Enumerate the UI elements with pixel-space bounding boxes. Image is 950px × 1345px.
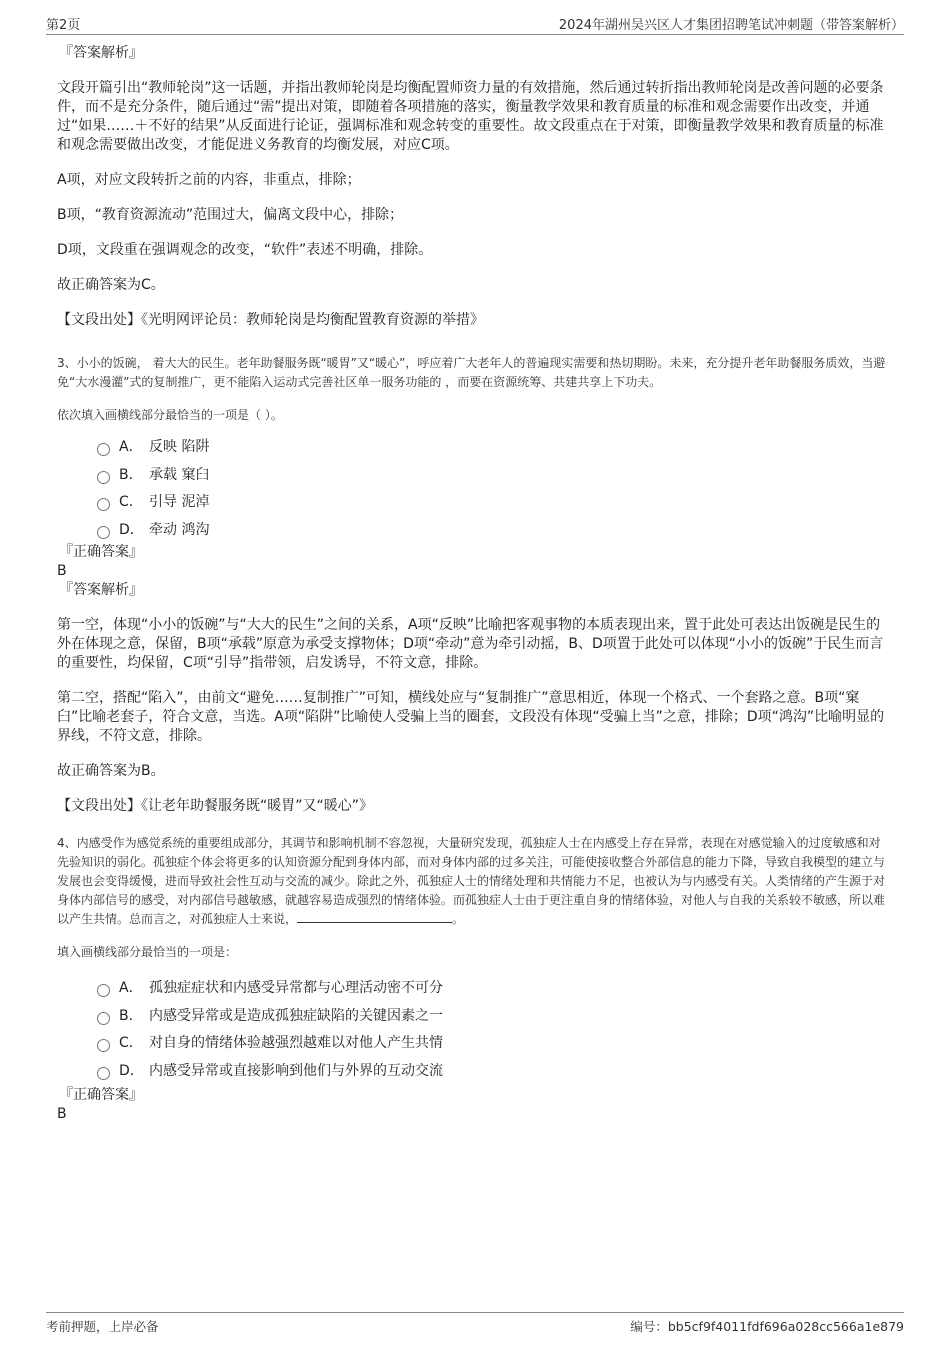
question-3-prompt: 依次填入画横线部分最恰当的一项是（ ）。	[57, 408, 283, 422]
analysis-option-b: B项，“教育资源流动”范围过大，偏离文段中心，排除；	[57, 207, 404, 223]
footer-slogan: 考前押题，上岸必备	[46, 1319, 159, 1334]
page-number: 第2页	[46, 18, 81, 33]
analysis-paragraph: 第二空，搭配“陷入”，由前文“避免……复制推广”可知，横线处应与“复制推广”意思相近，体现一个格式、一个套路之意。B项“窠臼”比喻老套子，符合文意，当选。A项“陷阱”比喻使人受骗上当的圈套，文段没有体现“受骗上当”之意，排除；D项“鸿沟”比喻明显的界线，不符文意，排除。	[57, 690, 885, 744]
analysis-heading: 『答案解析』	[59, 45, 143, 61]
radio-icon[interactable]	[97, 984, 110, 997]
option-d[interactable]: D． 牵动 鸿沟	[97, 520, 892, 548]
source-citation: 【文段出处】《让老年助餐服务既“暖胃”又“暖心”》	[57, 798, 374, 814]
question-4-prompt: 填入画横线部分最恰当的一项是：	[57, 945, 238, 959]
document-id: 编号：bb5cf9f4011fdf696a028cc566a1e879	[630, 1319, 904, 1334]
analysis-paragraph: 第一空，体现“小小的饭碗”与“大大的民生”之间的关系，A项“反映”比喻把客观事物的本质表现出来，置于此处可表达出饭碗是民生的外在体现之意，保留，B项“承载”原意为承受支撑物体；D项“牵动”意为牵引动摇，B、D项置于此处可以体现“小小的饭碗”于民生而言的重要性，均保留，C项“引导”指带领，启发诱导，不符文意，排除。	[57, 617, 884, 671]
radio-icon[interactable]	[97, 443, 110, 456]
document-title: 2024年湖州吴兴区人才集团招聘笔试冲刺题（带答案解析）	[558, 18, 904, 33]
page-header	[46, 14, 904, 35]
radio-icon[interactable]	[97, 1067, 110, 1080]
page-content	[57, 44, 892, 1124]
correct-answer: B	[57, 1106, 67, 1122]
question-3-options	[57, 437, 892, 547]
radio-icon[interactable]	[97, 1012, 110, 1025]
question-4-stem: 4、内感受作为感觉系统的重要组成部分，其调节和影响机制不容忽视，大量研究发现，孤独症人士在内感受上存在异常，表现在对感觉输入的过度敏感和对先验知识的弱化。孤独症个体会将更多的认知资源分配到身体内部，而对身体内部的过多关注，可能使接收整合外部信息的能力下降，导致自我模型的建立与发展也会变得缓慢，进而导致社会性互动与交流的减少。除此之外，孤独症人士的情绪处理和共情能力不足，也被认为与内感受有关。人类情绪的产生源于对身体内部信号的感受，对内部信号越敏感，就越容易造成强烈的情绪体验。而孤独症人士由于更注重自身的情绪体验，对他人与自我的关系较不敏感，所以难以产生共情。总而言之，对孤独症人士来说， 。	[57, 836, 886, 926]
option-b[interactable]: B． 承载 窠臼	[97, 465, 892, 493]
correct-answer-heading: 『正确答案』	[59, 544, 143, 560]
radio-icon[interactable]	[97, 526, 110, 539]
correct-answer-heading: 『正确答案』	[59, 1087, 143, 1103]
analysis-option-d: D项，文段重在强调观念的改变，“软件”表述不明确，排除。	[57, 242, 433, 258]
question-3-stem: 3、小小的饭碗， 着大大的民生。老年助餐服务既“暖胃”又“暖心”，呼应着广大老年人的普遍现实需要和热切期盼。未来，充分提升老年助餐服务质效，当避免“大水漫灌”式的复制推广，更不能陷入运动式完善社区单一服务功能的 ，而要在资源统筹、共建共享上下功夫。	[57, 356, 886, 389]
option-c[interactable]: C． 引导 泥淖	[97, 492, 892, 520]
question-4-options	[57, 978, 892, 1088]
option-b[interactable]: B． 内感受异常或是造成孤独症缺陷的关键因素之一	[97, 1006, 892, 1034]
answer-conclusion: 故正确答案为C。	[57, 277, 165, 293]
option-a[interactable]: A． 孤独症症状和内感受异常都与心理活动密不可分	[97, 978, 892, 1006]
option-c[interactable]: C． 对自身的情绪体验越强烈越难以对他人产生共情	[97, 1033, 892, 1061]
page-footer	[46, 1312, 904, 1335]
radio-icon[interactable]	[97, 1039, 110, 1052]
answer-conclusion: 故正确答案为B。	[57, 763, 165, 779]
fill-blank	[297, 910, 452, 923]
analysis-heading: 『答案解析』	[59, 582, 143, 598]
option-d[interactable]: D． 内感受异常或直接影响到他们与外界的互动交流	[97, 1061, 892, 1089]
option-a[interactable]: A． 反映 陷阱	[97, 437, 892, 465]
source-citation: 【文段出处】《光明网评论员：教师轮岗是均衡配置教育资源的举措》	[57, 312, 484, 328]
analysis-paragraph: 文段开篇引出“教师轮岗”这一话题，并指出教师轮岗是均衡配置师资力量的有效措施，然后通过转折指出教师轮岗是改善问题的必要条件，而不是充分条件，随后通过“需”提出对策，即随着各项措施的落实，衡量教学效果和教育质量的标准和观念需要作出改变，并通过“如果……＋不好的结果”从反面进行论证，强调标准和观念转变的重要性。故文段重点在于对策，即衡量教学效果和教育质量的标准和观念需要做出改变，才能促进义务教育的均衡发展，对应C项。	[57, 80, 884, 153]
radio-icon[interactable]	[97, 498, 110, 511]
analysis-option-a: A项，对应文段转折之前的内容，非重点，排除；	[57, 172, 361, 188]
correct-answer: B	[57, 563, 67, 579]
radio-icon[interactable]	[97, 471, 110, 484]
